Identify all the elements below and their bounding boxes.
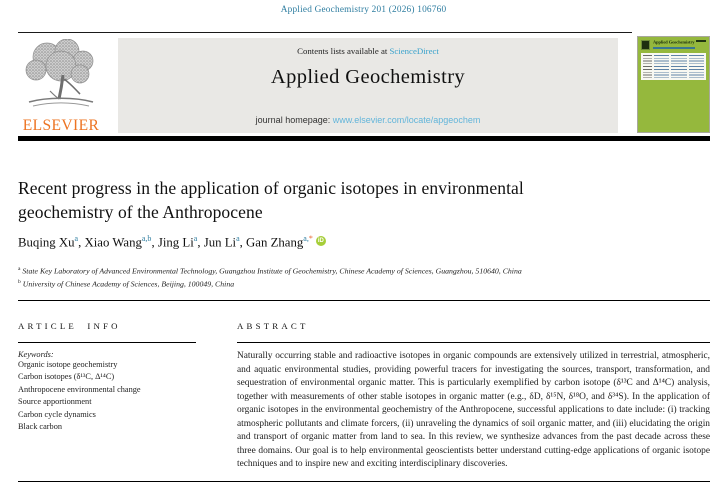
affiliation-line — [18, 264, 522, 277]
journal-homepage-link[interactable]: www.elsevier.com/locate/apgeochem — [332, 115, 481, 125]
keyword: Carbon isotopes (δ¹³C, Δ¹⁴C) — [18, 372, 115, 382]
author-affiliation-sup: a, — [303, 234, 309, 243]
author-separator: , — [239, 235, 247, 250]
contents-lists-text: Contents lists available at — [297, 46, 388, 56]
affiliation-text: State Key Laboratory of Advanced Environmental Technology, Guangzhou Institute of Geochemistry, Chinese Academy of Sciences, Guangzhou, 510640, China — [22, 266, 522, 276]
sections-top-divider — [18, 300, 710, 301]
elsevier-logo[interactable] — [14, 39, 108, 135]
author-separator: , — [78, 235, 85, 250]
affiliation-sup: a — [18, 266, 21, 272]
affiliation-sup: b — [18, 278, 21, 285]
corresponding-author-star[interactable]: * — [308, 234, 313, 243]
article-info-heading: ARTICLE INFO — [18, 321, 121, 331]
abstract-text: Naturally occurring stable and radioactive isotopes in organic compounds are extensively utilized in terrestrial, atmospheric, and aquatic environmental studies, providing powerful tracers for investigating the sources, transport, transformation, and sequestration of environmental organic matter. This is particularly exemplified by carbon isotope (δ¹³C and Δ¹⁴C) analysis, together with measurements of other stable isotopes in organic matter (e.g., δD, δ¹⁵N, δ¹⁸O, and δ³⁴S). In the application of organic isotopes in the environmental geochemistry of the Anthropocene, successful applications to date include: (i) tracking atmospheric pollutants and climate forcers, (ii) unraveling the dynamics of soil organic matter, and (iii) elucidating the origin and transport of organic matter from land to sea. In this review, we synthesize advances from the past decade across these three domains. Our goal is to help environmental geoscientists better understand cutting-edge applications of organic isotope techniques and to inspire new and exciting interdisciplinary discoveries. — [237, 351, 710, 469]
affiliations — [18, 264, 522, 289]
cover-logo — [641, 40, 650, 50]
journal-homepage-line — [118, 115, 618, 125]
page-bottom-divider — [18, 481, 710, 482]
author-name: Xiao Wang — [84, 235, 142, 250]
cover-toc-column — [643, 55, 652, 78]
keyword: Black carbon — [18, 422, 63, 432]
author-affiliation-sup: a — [236, 234, 240, 243]
abstract-heading: ABSTRACT — [237, 321, 309, 331]
keyword: Carbon cycle dynamics — [18, 409, 96, 419]
journal-masthead — [118, 38, 618, 133]
abstract-rule — [237, 342, 710, 343]
affiliation-text: University of Chinese Academy of Sciences, Beijing, 100049, China — [22, 279, 235, 289]
journal-cover-thumbnail[interactable] — [637, 36, 710, 133]
article-title: Recent progress in the application of organic isotopes in environmental geochemistry of the Anthropocene — [18, 178, 524, 222]
author-separator: , — [151, 235, 158, 250]
cover-toc-column — [689, 55, 704, 78]
keywords-label: Keywords: — [18, 350, 54, 359]
journal-title: Applied Geochemistry — [270, 66, 466, 88]
author-name: Jun Li — [203, 235, 237, 250]
sciencedirect-link[interactable]: ScienceDirect — [389, 46, 439, 56]
author-affiliation-sup: a — [193, 234, 198, 243]
elsevier-wordmark: ELSEVIER — [22, 117, 100, 134]
author-name: Jing Li — [157, 235, 194, 250]
author-separator: , — [197, 235, 204, 250]
cover-issue-info-bar — [696, 40, 706, 42]
orcid-icon[interactable]: iD — [317, 238, 324, 245]
article-info-rule — [18, 342, 196, 343]
citation-divider — [18, 32, 632, 33]
abstract-section — [237, 321, 710, 472]
running-head-citation: Applied Geochemistry 201 (2026) 106760 — [280, 5, 447, 15]
keyword: Anthropocene environmental change — [18, 384, 141, 394]
author-affiliation-sup: a,b — [141, 234, 152, 243]
author-name: Buqing Xu — [18, 235, 75, 250]
author-affiliation-sup: a — [74, 234, 79, 243]
article-info-section — [18, 321, 198, 433]
contents-lists-line — [118, 46, 618, 56]
keyword: Source apportionment — [18, 397, 92, 407]
cover-contents-box — [641, 53, 706, 80]
homepage-label: journal homepage: — [255, 115, 331, 125]
author-name: Gan Zhang — [246, 235, 304, 250]
cover-toc-column — [671, 55, 686, 78]
affiliation-line — [18, 277, 522, 290]
masthead-bottom-bar — [18, 136, 710, 141]
keyword: Organic isotope geochemistry — [18, 360, 118, 369]
cover-toc-column — [654, 55, 669, 78]
elsevier-tree-icon — [17, 39, 105, 111]
author-byline — [18, 234, 326, 250]
cover-subtitle-bar — [653, 47, 695, 49]
cover-journal-title: Applied Geochemistry — [653, 40, 695, 45]
